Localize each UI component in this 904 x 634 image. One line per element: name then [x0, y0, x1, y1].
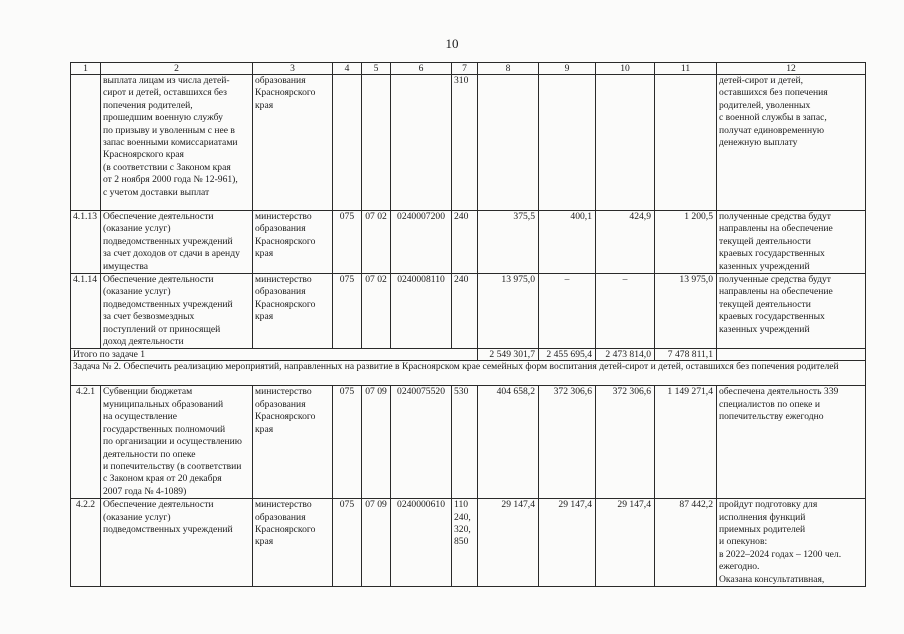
- col-header: 5: [362, 63, 391, 75]
- col-header: 1: [71, 63, 101, 75]
- measure-name: выплата лицам из числа детей- сирот и детей, оставшихся без попечения родителей, прошедшим военную службу по призыву и уволенным с нее в запас военными комиссариатами Красноярского края (в соответствии с Законом края от 2 ноября 2000 года № 12-961), с учетом доставки выплат: [101, 75, 253, 211]
- amount-2024: 29 147,4: [596, 499, 655, 587]
- amount-total: 1 149 271,4: [655, 386, 717, 499]
- total-2023: 2 455 695,4: [539, 349, 596, 361]
- col-header: 12: [717, 63, 866, 75]
- amount-2022: 404 658,2: [478, 386, 539, 499]
- target-code: 0240008110: [391, 274, 452, 349]
- section-code: [362, 75, 391, 211]
- col-header: 3: [253, 63, 333, 75]
- expected-result: пройдут подготовку для исполнения функций приемных родителей и опекунов: в 2022–2024 годах – 1200 чел. ежегодно. Оказана консультативная,: [717, 499, 866, 587]
- administrator: министерство образования Красноярского края: [253, 211, 333, 274]
- total-label: Итого по задаче 1: [71, 349, 478, 361]
- amount-2024: [596, 75, 655, 211]
- total-2022: 2 549 301,7: [478, 349, 539, 361]
- measure-name: Субвенции бюджетам муниципальных образований на осуществление государственных полномочий по организации и осуществлению деятельности по опеке и попечительству (в соответствии с Законом края от 20 декабря 2007 года № 4-1089): [101, 386, 253, 499]
- amount-total: 13 975,0: [655, 274, 717, 349]
- row-number: [71, 75, 101, 211]
- row-number: 4.1.14: [71, 274, 101, 349]
- expense-type: 530: [452, 386, 478, 499]
- administrator: министерство образования Красноярского края: [253, 386, 333, 499]
- expected-result: детей-сирот и детей, оставшихся без попечения родителей, уволенных с военной службы в запас, получат единовременную денежную выплату: [717, 75, 866, 211]
- row-number: 4.2.1: [71, 386, 101, 499]
- header-row: [71, 63, 866, 75]
- administrator: образования Красноярского края: [253, 75, 333, 211]
- section-code: 07 02: [362, 274, 391, 349]
- target-code: 0240075520: [391, 386, 452, 499]
- col-header: 11: [655, 63, 717, 75]
- grbs-code: 075: [333, 499, 362, 587]
- col-header: 10: [596, 63, 655, 75]
- target-code: [391, 75, 452, 211]
- expense-type: 240: [452, 211, 478, 274]
- measure-name: Обеспечение деятельности (оказание услуг) подведомственных учреждений: [101, 499, 253, 587]
- amount-2023: 372 306,6: [539, 386, 596, 499]
- amount-2022: 13 975,0: [478, 274, 539, 349]
- administrator: министерство образования Красноярского края: [253, 274, 333, 349]
- grbs-code: 075: [333, 211, 362, 274]
- grbs-code: 075: [333, 274, 362, 349]
- budget-table: [70, 62, 866, 587]
- expense-type: 240: [452, 274, 478, 349]
- amount-total: 1 200,5: [655, 211, 717, 274]
- target-code: 0240000610: [391, 499, 452, 587]
- expected-result: обеспечена деятельность 339 специалистов по опеке и попечительству ежегодно: [717, 386, 866, 499]
- expected-result: полученные средства будут направлены на обеспечение текущей деятельности краевых государственных казенных учреждений: [717, 274, 866, 349]
- measure-name: Обеспечение деятельности (оказание услуг) подведомственных учреждений за счет безвозмездных поступлений от приносящей доход деятельности: [101, 274, 253, 349]
- section-code: 07 09: [362, 499, 391, 587]
- measure-name: Обеспечение деятельности (оказание услуг) подведомственных учреждений за счет доходов от сдачи в аренду имущества: [101, 211, 253, 274]
- total-2024: 2 473 814,0: [596, 349, 655, 361]
- task-2-title: Задача № 2. Обеспечить реализацию мероприятий, направленных на развитие в Красноярском крае семейных форм воспитания детей-сирот и детей, оставшихся без попечения родителей: [71, 361, 866, 386]
- page-number: 10: [445, 36, 459, 51]
- amount-2023: 29 147,4: [539, 499, 596, 587]
- table-row: [71, 75, 866, 211]
- amount-2022: 375,5: [478, 211, 539, 274]
- grbs-code: 075: [333, 386, 362, 499]
- col-header: 9: [539, 63, 596, 75]
- amount-2024: 372 306,6: [596, 386, 655, 499]
- expense-type: 110 240, 320, 850: [452, 499, 478, 587]
- target-code: 0240007200: [391, 211, 452, 274]
- amount-2024: 424,9: [596, 211, 655, 274]
- total-row: [71, 349, 866, 361]
- amount-2024: –: [596, 274, 655, 349]
- administrator: министерство образования Красноярского края: [253, 499, 333, 587]
- col-header: 8: [478, 63, 539, 75]
- amount-total: 87 442,2: [655, 499, 717, 587]
- total-sum: 7 478 811,1: [655, 349, 717, 361]
- section-code: 07 09: [362, 386, 391, 499]
- total-note: [717, 349, 866, 361]
- col-header: 2: [101, 63, 253, 75]
- row-number: 4.1.13: [71, 211, 101, 274]
- table-row: [71, 499, 866, 587]
- amount-2023: [539, 75, 596, 211]
- grbs-code: [333, 75, 362, 211]
- task-heading-row: [71, 361, 866, 386]
- row-number: 4.2.2: [71, 499, 101, 587]
- expected-result: полученные средства будут направлены на обеспечение текущей деятельности краевых государственных казенных учреждений: [717, 211, 866, 274]
- amount-2022: 29 147,4: [478, 499, 539, 587]
- col-header: 6: [391, 63, 452, 75]
- amount-total: [655, 75, 717, 211]
- col-header: 4: [333, 63, 362, 75]
- table-row: [71, 386, 866, 499]
- amount-2023: 400,1: [539, 211, 596, 274]
- amount-2022: [478, 75, 539, 211]
- expense-type: 310: [452, 75, 478, 211]
- table-row: [71, 274, 866, 349]
- section-code: 07 02: [362, 211, 391, 274]
- table-row: [71, 211, 866, 274]
- col-header: 7: [452, 63, 478, 75]
- amount-2023: –: [539, 274, 596, 349]
